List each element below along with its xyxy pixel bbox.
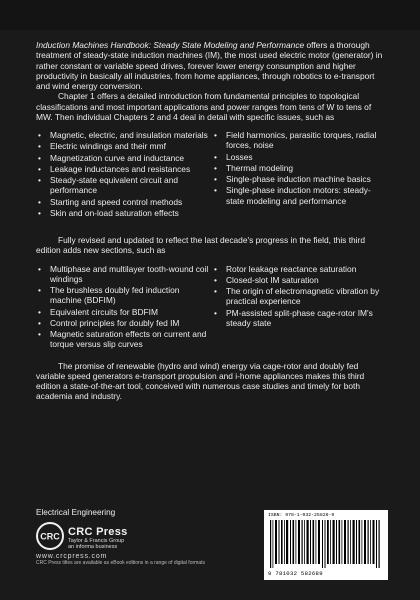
list-item: • The brushless doubly fed induction machine (BDFIM) xyxy=(50,285,212,306)
book-title: Induction Machines Handbook: Steady State Modeling and Performance xyxy=(36,40,305,50)
list-item: • Leakage inductances and resistances xyxy=(50,164,212,174)
barcode-icon xyxy=(268,520,384,568)
revised-paragraph: Fully revised and updated to reflect the last decade's progress in the field, this third edition adds new sections, such as xyxy=(36,235,365,256)
list-item: • Electric windings and their mmf xyxy=(50,141,212,151)
list-item: • The origin of electromagnetic vibration by practical experience xyxy=(226,286,388,307)
list-item: • Field harmonics, parasitic torques, radial forces, noise xyxy=(226,130,388,151)
topics-list-2 xyxy=(36,264,388,351)
list-item: • Rotor leakage reactance saturation xyxy=(226,264,388,274)
list-item: • Steady-state equivalent circuit and performance xyxy=(50,175,212,196)
intro-paragraph xyxy=(36,40,388,91)
top-strip xyxy=(0,0,420,30)
svg-text:CRC: CRC xyxy=(40,531,60,542)
list-item: • Starting and speed control methods xyxy=(50,197,212,207)
publisher-tagline: an informa business xyxy=(68,544,118,550)
list-item: • Magnetization curve and inductance xyxy=(50,153,212,163)
list-item: • Thermal modeling xyxy=(226,163,388,173)
topics-list-1-left xyxy=(36,130,212,219)
subject-category: Electrical Engineering xyxy=(36,508,116,517)
list-item: • Control principles for doubly fed IM xyxy=(50,318,212,328)
topics-list-1-right xyxy=(212,130,388,219)
topics-list-2-left xyxy=(36,264,212,351)
cover-footer xyxy=(36,508,388,588)
topics-list-2-right xyxy=(212,264,388,351)
list-item: • Magnetic saturation effects on current and torque versus slip curves xyxy=(50,329,212,350)
publisher-group: Taylor & Francis Group xyxy=(68,538,125,544)
isbn-barcode xyxy=(264,510,388,580)
list-item: • Skin and on-load saturation effects xyxy=(50,208,212,218)
list-item: • Single-phase induction machine basics xyxy=(226,174,388,184)
promise-paragraph: The promise of renewable (hydro and wind) energy via cage-rotor and doubly fed variable speed generators e-transport propulsion and i-home appliances makes this third edition a state-of-the-art tool, conceived with numerous case studies and timely for both academia and industry. xyxy=(36,360,365,402)
topics-list-1 xyxy=(36,130,388,219)
crc-logo-icon xyxy=(36,522,64,550)
list-item: • Closed-slot IM saturation xyxy=(226,275,388,285)
list-item: • Equivalent circuits for BDFIM xyxy=(50,307,212,317)
publisher-logo xyxy=(36,522,186,562)
intro-text: offers a thorough treatment of steady-state induction machines (IM), the most used electric motor (generator) in rather constant or variable speed drives, forever lower energy consumption and higher productivity in basically all industries, from home appliances, through robotics to e-transport and wind energy conversion. xyxy=(36,40,383,91)
list-item: • PM-assisted split-phase cage-rotor IM's steady state xyxy=(226,308,388,329)
ebook-note: CRC Press titles are available as eBook editions in a range of digital formats xyxy=(36,560,205,566)
list-item: • Losses xyxy=(226,152,388,162)
publisher-name: CRC Press xyxy=(68,526,128,538)
publisher-website: www.crcpress.com xyxy=(36,553,108,560)
list-item: • Single-phase induction motors: steady-state modeling and performance xyxy=(226,185,388,206)
barcode-number: 9 781032 582689 xyxy=(268,570,323,577)
isbn-label: ISBN: 978-1-032-25826-9 xyxy=(268,513,335,518)
blurb-content xyxy=(36,40,388,402)
list-item: • Multiphase and multilayer tooth-wound coil windings xyxy=(50,264,212,285)
chapter-paragraph: Chapter 1 offers a detailed introduction from fundamental principles to topological classifications and most important applications and power ranges from tens of W to tens of MW. Then individual Chapters 2 and 4 deal in detail with specific issues, such as xyxy=(36,91,372,122)
list-item: • Magnetic, electric, and insulation materials xyxy=(50,130,212,140)
